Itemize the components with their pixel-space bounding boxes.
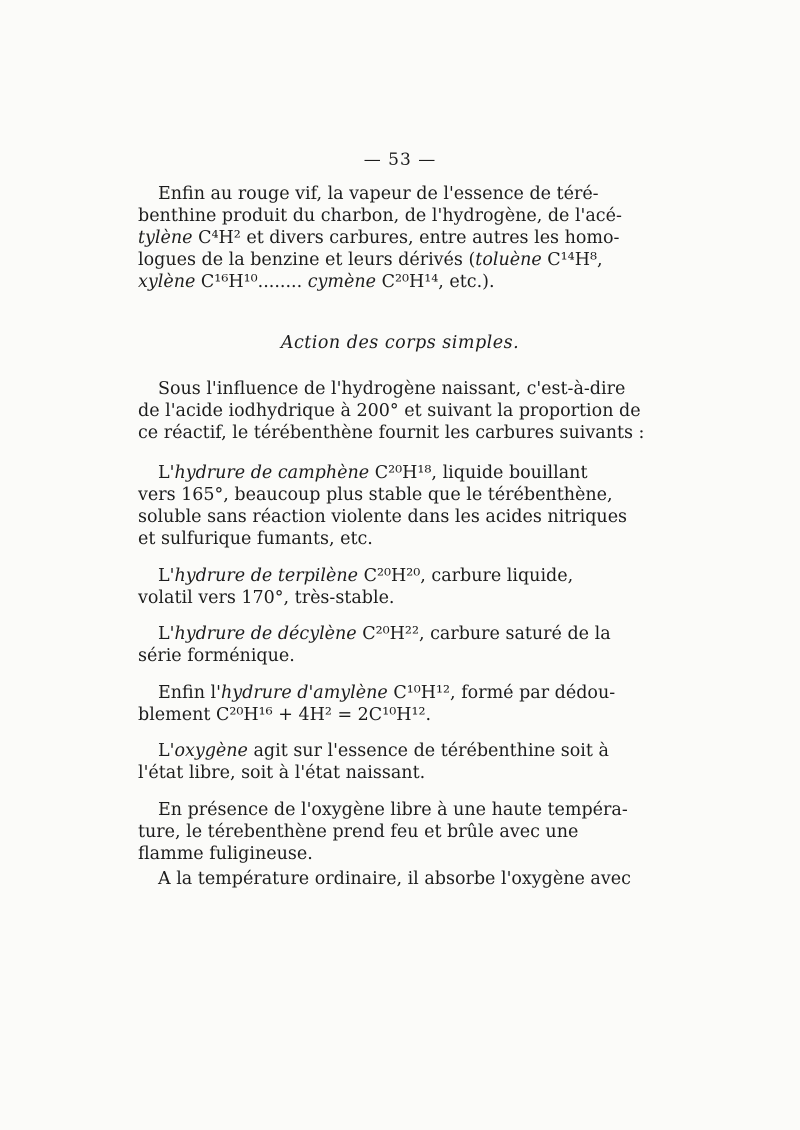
text-run: liquide bouillant	[442, 463, 588, 483]
term: hydrure de terpilène	[174, 566, 358, 586]
text-line: ture, le térebenthène prend feu et brûle avec une	[138, 822, 579, 842]
paragraph-ordinary-temperature	[138, 868, 631, 890]
text-line: de l'acide iodhydrique à 200° et suivant la proportion de	[138, 401, 641, 421]
text-line	[138, 682, 616, 704]
formula: C¹⁰H¹²,	[393, 683, 456, 703]
text-line: blement C²⁰H¹⁶ + 4H² = 2C¹⁰H¹².	[138, 705, 432, 725]
term: hydrure de décylène	[174, 624, 357, 644]
text-line: En présence de l'oxygène libre à une haute tempéra-	[158, 800, 628, 820]
paragraph-combustion	[138, 799, 628, 865]
term: hydrure de camphène	[174, 463, 370, 483]
text-line: ce réactif, le térébenthène fournit les carbures suivants :	[138, 423, 645, 443]
text-line	[138, 565, 572, 587]
text-line: benthine produit du charbon, de l'hydrogène, de l'acé-	[138, 206, 622, 226]
text-run: agit sur l'essence de térébenthine soit à	[253, 741, 609, 761]
formula: C²⁰H¹⁴,	[381, 272, 444, 292]
text-line	[138, 462, 588, 484]
text-line: A la température ordinaire, il absorbe l'oxygène avec	[158, 869, 631, 889]
formula: C¹⁴H⁸,	[547, 250, 603, 270]
paragraph-camphene	[138, 462, 628, 550]
text-run: Enfin l'	[158, 683, 221, 703]
text-line: volatil vers 170°, très-stable.	[138, 588, 395, 608]
text-line	[138, 271, 572, 293]
text-run: L'	[158, 463, 175, 483]
text-run: L'	[158, 566, 175, 586]
text-line	[138, 740, 609, 762]
text-line: Sous l'influence de l'hydrogène naissant, c'est-à-dire	[158, 379, 626, 399]
paragraph-pyrolysis	[138, 183, 622, 293]
term: cymène	[307, 272, 376, 292]
formula: C¹⁶H¹⁰........	[200, 272, 303, 292]
text-line: l'état libre, soit à l'état naissant.	[138, 763, 426, 783]
paragraph-terpilene	[138, 565, 572, 609]
term: hydrure d'amylène	[220, 683, 388, 703]
text-line	[138, 623, 611, 645]
text-run: formé par dédou-	[461, 683, 616, 703]
text-run: carbure saturé de la	[430, 624, 611, 644]
text-run: logues de la benzine et leurs dérivés (	[138, 250, 476, 270]
formula: C²⁰H¹⁸,	[374, 463, 437, 483]
paragraph-decylene	[138, 623, 611, 667]
paragraph-amylene	[138, 682, 616, 726]
text-line	[138, 227, 620, 249]
page-number: — 53 —	[363, 150, 437, 170]
term: toluène	[475, 250, 542, 270]
paragraph-oxygen	[138, 740, 609, 784]
text-run: etc.).	[449, 272, 495, 292]
term: xylène	[138, 272, 196, 292]
term: tylène	[138, 228, 193, 248]
formula: C²⁰H²⁰,	[363, 566, 426, 586]
text-line: série forménique.	[138, 646, 295, 666]
text-line: soluble sans réaction violente dans les acides nitriques	[138, 507, 628, 527]
paragraph-hydrogen	[138, 378, 645, 444]
section-heading: Action des corps simples.	[280, 333, 520, 353]
text-run: L'	[158, 741, 175, 761]
text-run: carbure liquide,	[431, 566, 574, 586]
formula: C⁴H²	[198, 228, 241, 248]
text-line: flamme fuligineuse.	[138, 844, 313, 864]
text-line: vers 165°, beaucoup plus stable que le térébenthène,	[138, 485, 613, 505]
text-run: L'	[158, 624, 175, 644]
text-line: et sulfurique fumants, etc.	[138, 529, 373, 549]
text-line	[138, 249, 603, 271]
term: oxygène	[174, 741, 248, 761]
formula: C²⁰H²²,	[362, 624, 425, 644]
text-line: Enfin au rouge vif, la vapeur de l'essence de téré-	[158, 184, 599, 204]
text-run: et divers carbures, entre autres les homo-	[246, 228, 620, 248]
